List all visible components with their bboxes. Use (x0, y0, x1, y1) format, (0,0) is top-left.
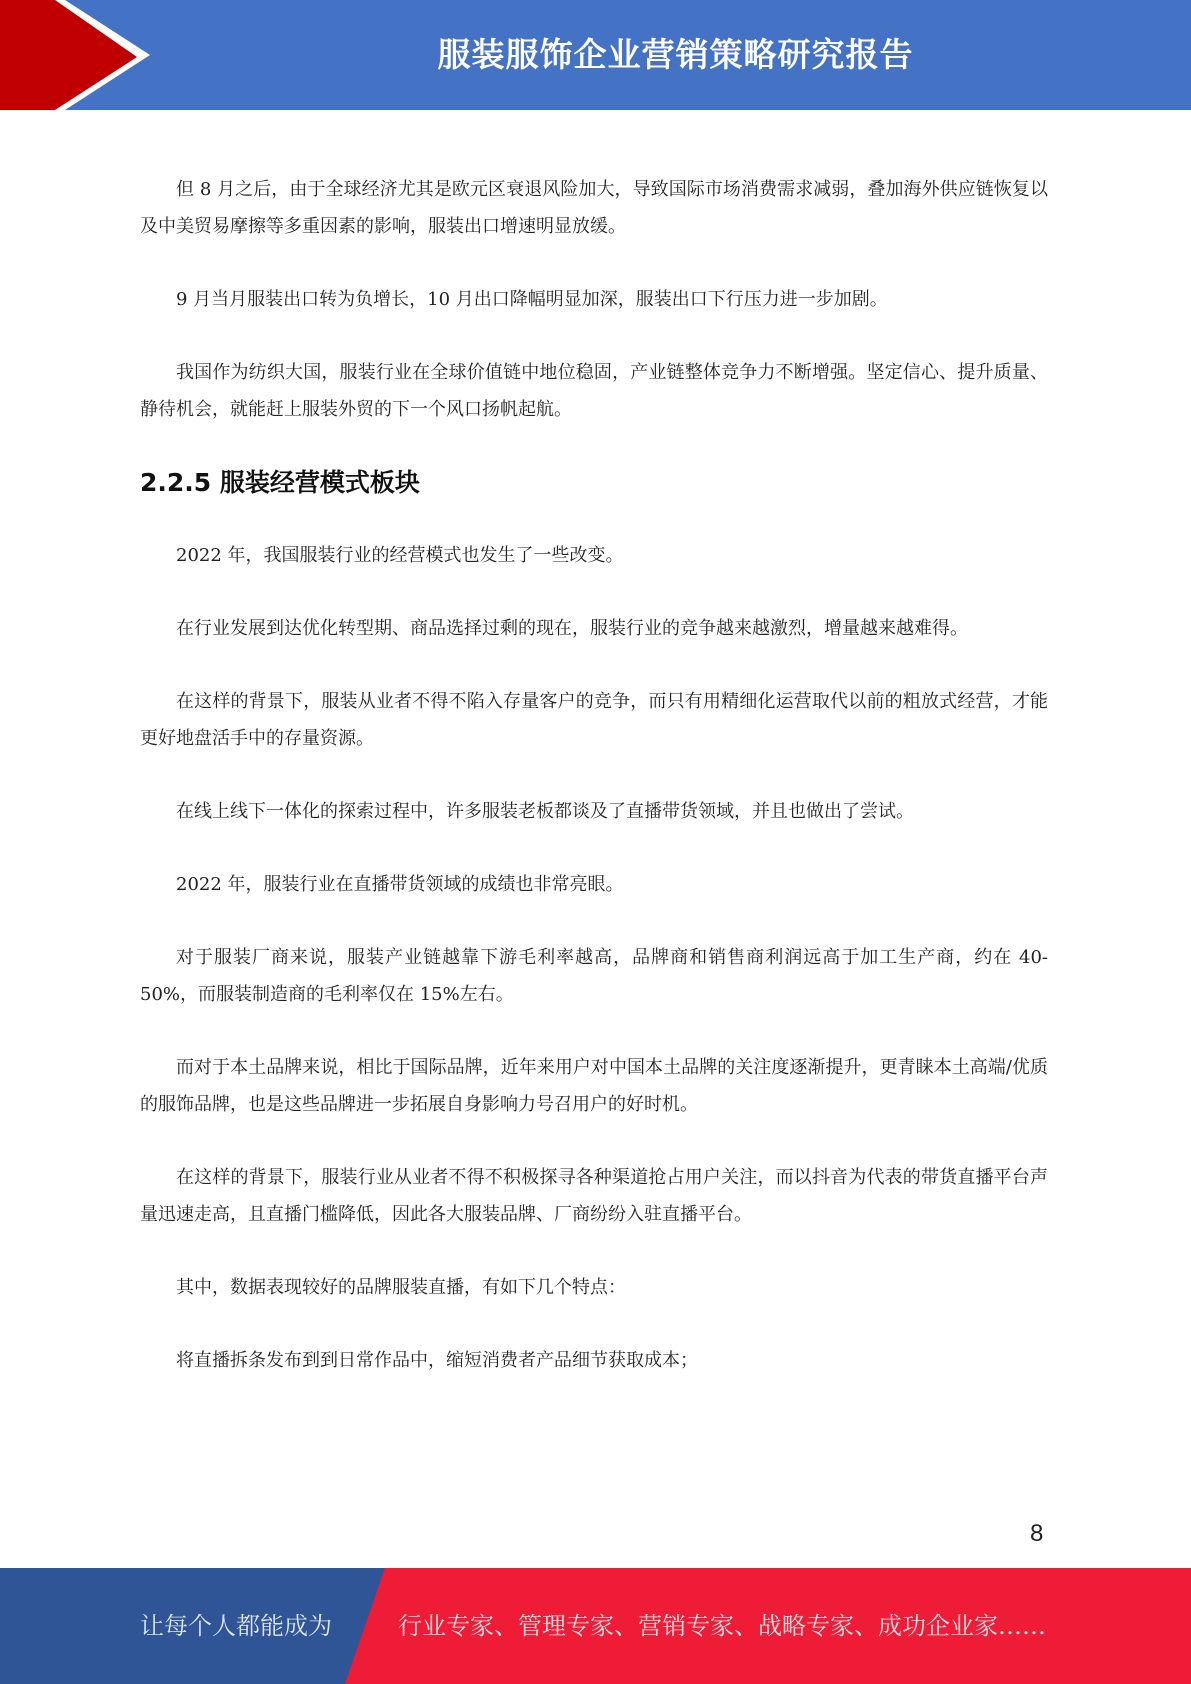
paragraph: 在行业发展到达优化转型期、商品选择过剩的现在，服装行业的竞争越来越激烈，增量越来越难得。 (176, 618, 968, 639)
page-header (0, 0, 1191, 110)
paragraph: 但 8 月之后，由于全球经济尤其是欧元区衰退风险加大，导致国际市场消费需求减弱，叠加海外供应链恢复以及中美贸易摩擦等多重因素的影响，服装出口增速明显放缓。 (140, 179, 1048, 237)
footer-slogan-right: 行业专家、管理专家、营销专家、战略专家、成功企业家…… (398, 1612, 1046, 1640)
document-body (140, 171, 1048, 1415)
paragraph: 在这样的背景下，服装行业从业者不得不积极探寻各种渠道抢占用户关注，而以抖音为代表的带货直播平台声量迅速走高，且直播门槛降低，因此各大服装品牌、厂商纷纷入驻直播平台。 (140, 1167, 1048, 1225)
footer-slogan-left: 让每个人都能成为 (140, 1612, 332, 1640)
paragraph: 其中，数据表现较好的品牌服装直播，有如下几个特点： (176, 1277, 626, 1298)
header-arrow-decoration (0, 0, 160, 110)
paragraph: 在这样的背景下，服装从业者不得不陷入存量客户的竞争，而只有用精细化运营取代以前的粗放式经营，才能更好地盘活手中的存量资源。 (140, 691, 1048, 749)
paragraph: 9 月当月服装出口转为负增长，10 月出口降幅明显加深，服装出口下行压力进一步加剧。 (176, 289, 888, 310)
paragraph: 2022 年，服装行业在直播带货领域的成绩也非常亮眼。 (176, 874, 624, 895)
paragraph: 将直播拆条发布到到日常作品中，缩短消费者产品细节获取成本； (176, 1350, 698, 1371)
paragraph: 对于服装厂商来说，服装产业链越靠下游毛利率越高，品牌商和销售商利润远高于加工生产商，约在 40-50%，而服装制造商的毛利率仅在 15%左右。 (140, 947, 1048, 1005)
section-heading: 2.2.5 服装经营模式板块 (140, 468, 420, 497)
document-title: 服装服饰企业营销策略研究报告 (437, 35, 914, 74)
paragraph: 在线上线下一体化的探索过程中，许多服装老板都谈及了直播带货领域，并且也做出了尝试。 (176, 801, 914, 822)
paragraph: 而对于本土品牌来说，相比于国际品牌，近年来用户对中国本土品牌的关注度逐渐提升，更青睐本土高端/优质的服饰品牌，也是这些品牌进一步拓展自身影响力号召用户的好时机。 (140, 1057, 1048, 1115)
paragraph: 我国作为纺织大国，服装行业在全球价值链中地位稳固，产业链整体竞争力不断增强。坚定信心、提升质量、静待机会，就能赶上服装外贸的下一个风口扬帆起航。 (140, 362, 1048, 420)
paragraph: 2022 年，我国服装行业的经营模式也发生了一些改变。 (176, 545, 624, 566)
page-footer (0, 1568, 1191, 1684)
page-number: 8 (1030, 1520, 1044, 1547)
